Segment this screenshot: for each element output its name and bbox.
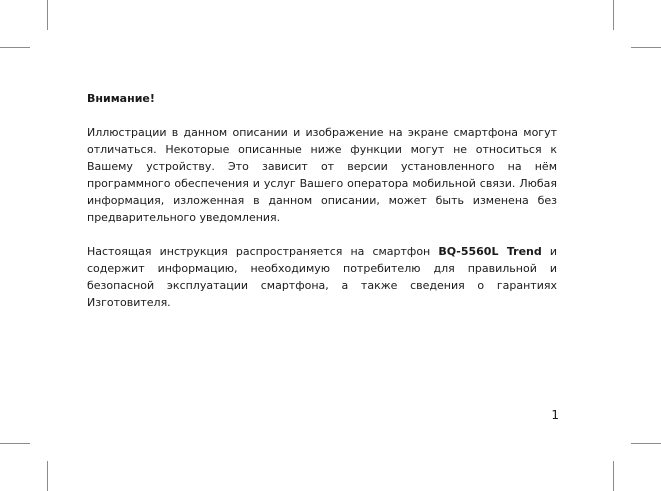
scope-text-after: и содержит информацию, необходимую потребителю для правильной и безопасной эксплуатации смартфона, а также сведения о гарантиях Изготовителя.: [87, 245, 557, 309]
crop-mark-top-right-vertical: [613, 0, 614, 30]
crop-mark-top-left-horizontal: [0, 47, 30, 48]
page-content: [87, 90, 557, 328]
scope-paragraph: [87, 243, 557, 311]
crop-mark-top-left-vertical: [47, 0, 48, 30]
model-name: BQ-5560L Trend: [438, 245, 542, 258]
crop-mark-bottom-right-vertical: [613, 461, 614, 491]
crop-mark-top-right-horizontal: [631, 47, 661, 48]
scope-text-before: Настоящая инструкция распространяется на смартфон: [87, 245, 439, 258]
crop-mark-bottom-left-horizontal: [0, 443, 30, 444]
crop-mark-bottom-left-vertical: [47, 461, 48, 491]
page-number: 1: [551, 408, 559, 422]
crop-mark-bottom-right-horizontal: [631, 443, 661, 444]
disclaimer-paragraph: Иллюстрации в данном описании и изображение на экране смартфона могут отличаться. Некоторые описанные ниже функции могут не относиться к Вашему устройству. Это зависит от версии установленного на нём программного обеспечения и услуг Вашего оператора мобильной связи. Любая информация, изложенная в данном описании, может быть изменена без предварительного уведомления.: [87, 126, 557, 224]
page-heading: Внимание!: [87, 92, 155, 105]
